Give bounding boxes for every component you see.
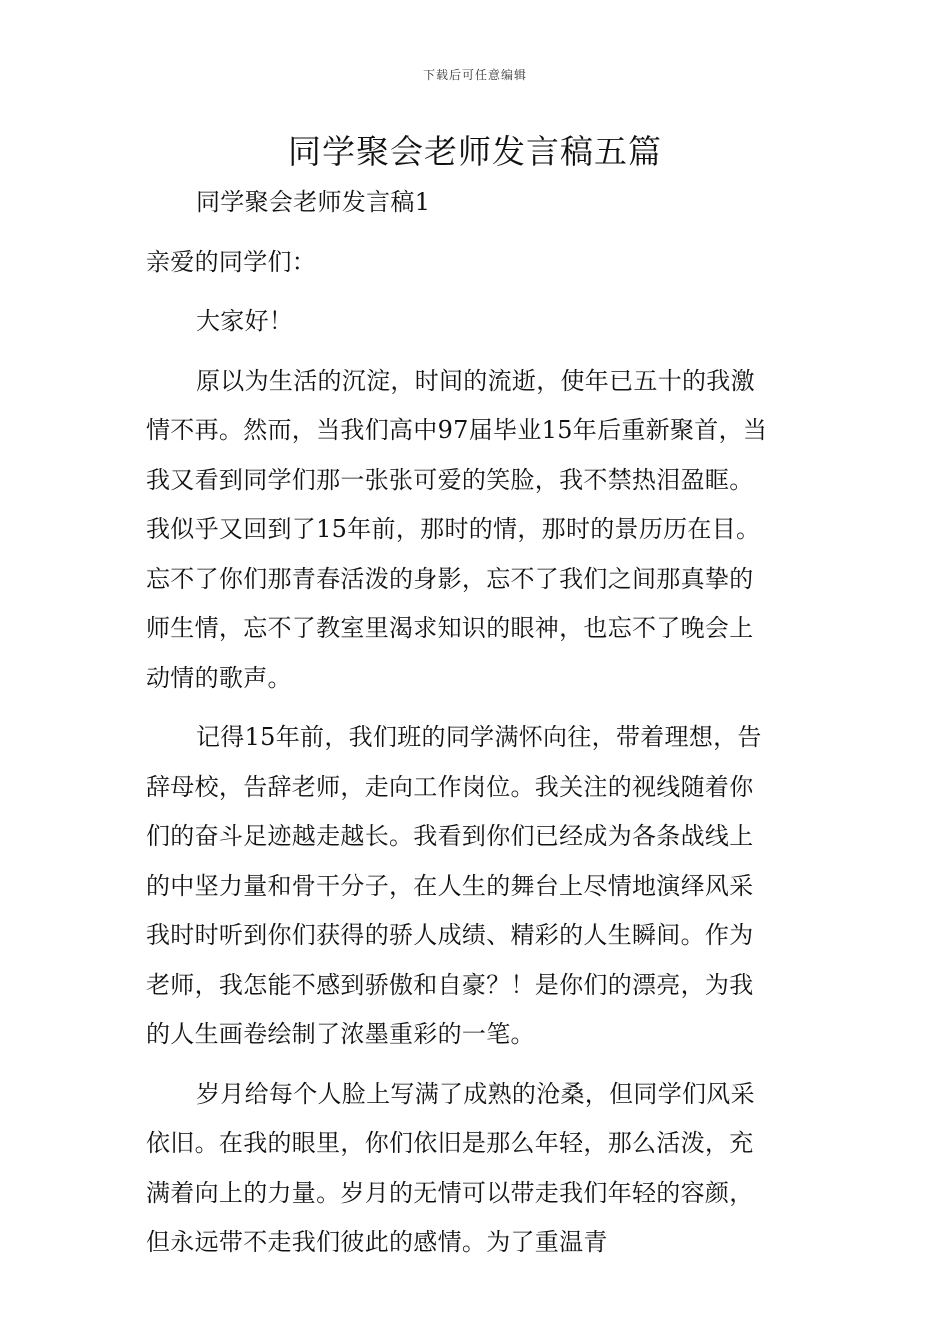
paragraph-line: 情不再。然而，当我们高中97届毕业15年后重新聚首，当 [146,416,768,444]
paragraph-line: 满着向上的力量。岁月的无情可以带走我们年轻的容颜， [146,1178,754,1207]
paragraph-line: 记得15年前，我们班的同学满怀向往，带着理想，告 [196,723,762,751]
paragraph-3 [146,1070,810,1268]
paragraph-line: 我又看到同学们那一张张可爱的笑脸，我不禁热泪盈眶。 [146,465,754,494]
paragraph-line: 老师，我怎能不感到骄傲和自豪？！是你们的漂亮，为我 [146,970,754,999]
paragraph-line: 我似乎又回到了15年前，那时的情，那时的景历历在目。 [146,515,761,543]
paragraph-line: 们的奋斗足迹越走越长。我看到你们已经成为各条战线上 [146,822,754,850]
paragraph-line: 忘不了你们那青春活泼的身影，忘不了我们之间那真挚的 [146,564,754,593]
paragraph-line: 岁月给每个人脸上写满了成熟的沧桑，但同学们风采 [196,1079,755,1108]
section-subtitle: 同学聚会老师发言稿1 [196,188,431,216]
paragraph-1 [146,357,810,704]
paragraph-line: 的人生画卷绘制了浓墨重彩的一笔。 [146,1020,535,1048]
salutation: 亲爱的同学们： [146,247,317,276]
paragraph-line: 辞母校，告辞老师，走向工作岗位。我关注的视线随着你 [146,772,754,801]
greeting: 大家好！ [196,307,294,335]
document-body [146,178,810,1268]
document-title: 同学聚会老师发言稿五篇 [288,132,662,171]
header-note: 下载后可任意编辑 [422,68,527,82]
paragraph-line: 的中坚力量和骨干分子，在人生的舞台上尽情地演绎风采 [146,871,754,900]
paragraph-line: 依旧。在我的眼里，你们依旧是那么年轻，那么活泼，充 [146,1129,754,1157]
paragraph-line: 我时时听到你们获得的骄人成绩、精彩的人生瞬间。作为 [146,921,754,949]
paragraph-line: 动情的歌声。 [146,663,292,692]
paragraph-2 [146,713,810,1060]
paragraph-line: 师生情，忘不了教室里渴求知识的眼神，也忘不了晚会上 [146,614,754,642]
paragraph-line: 但永远带不走我们彼此的感情。为了重温青 [146,1228,608,1256]
paragraph-line: 原以为生活的沉淀，时间的流逝，使年已五十的我激 [196,366,755,395]
